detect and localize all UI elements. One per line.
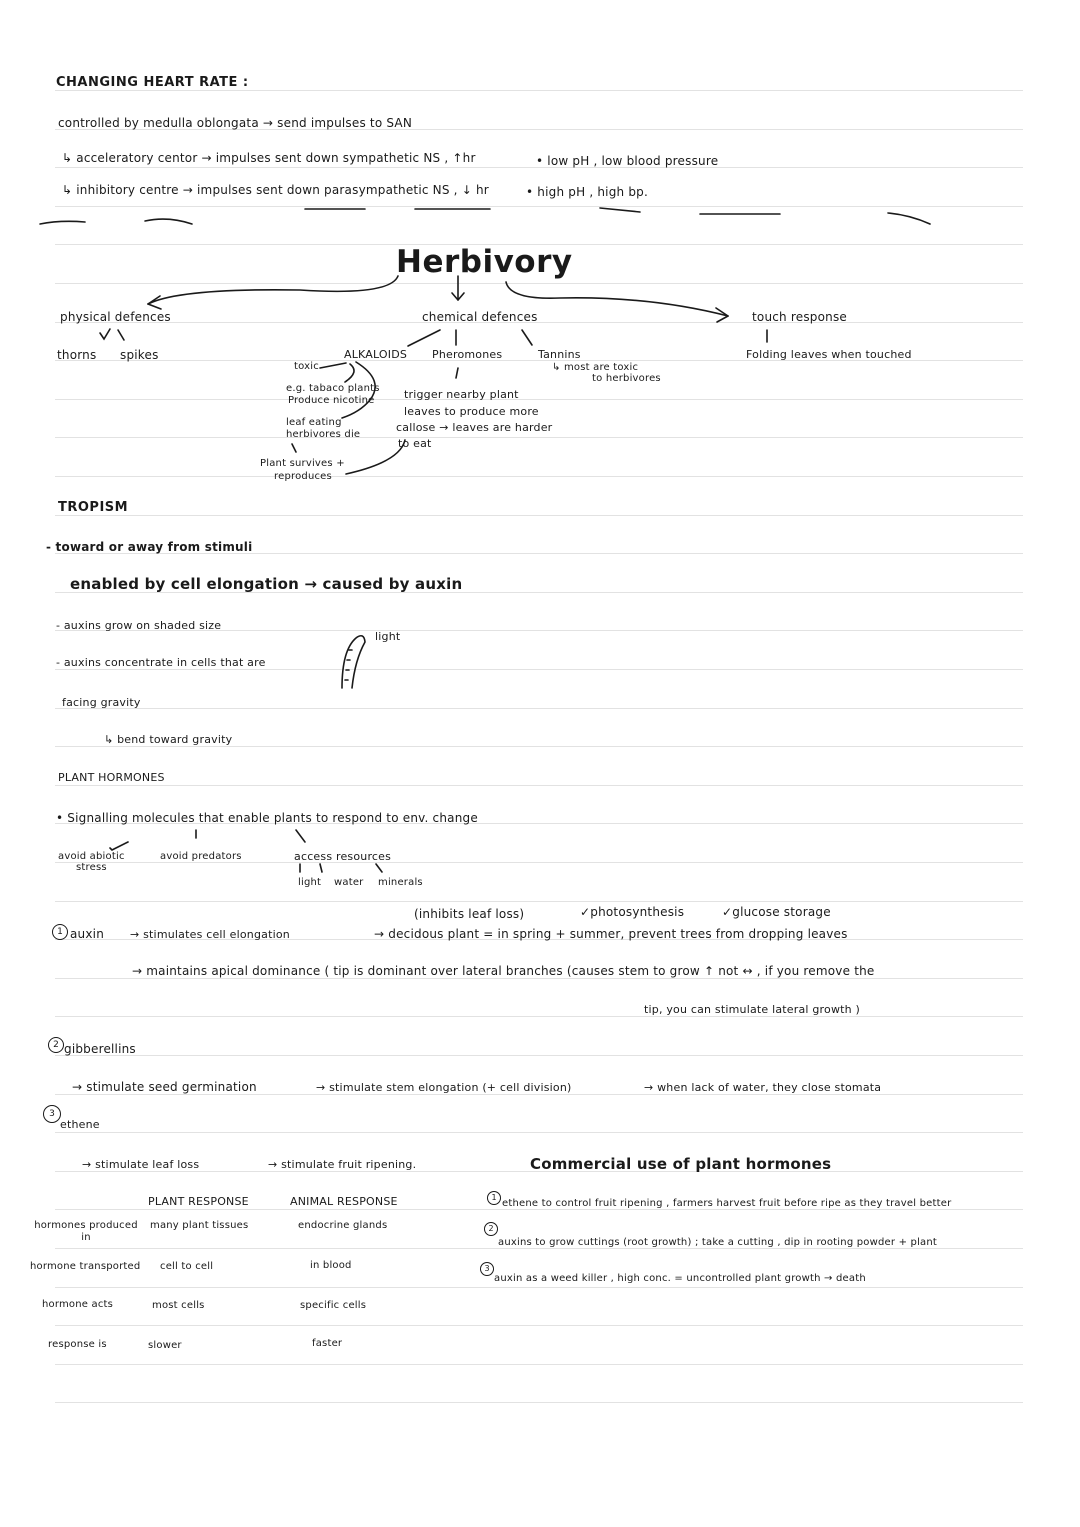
arrow-touch <box>506 282 728 316</box>
light-label: light <box>375 630 401 643</box>
ethene-line-2: → stimulate fruit ripening. <box>268 1158 417 1171</box>
tropism-line-6: ↳ bend toward gravity <box>104 733 233 746</box>
plant-survives-line-2: reproduces <box>274 471 332 482</box>
spikes-label: spikes <box>120 348 159 362</box>
commercial-title: Commercial use of plant hormones <box>530 1155 832 1173</box>
toxic-label: toxic <box>294 361 319 372</box>
tropism-line-5: facing gravity <box>62 696 141 709</box>
gib-line-1: → stimulate seed germination <box>72 1080 257 1094</box>
auxin-photosynthesis: ✓photosynthesis <box>580 905 685 919</box>
pheromone-line-3: callose → leaves are harder <box>396 421 553 434</box>
pheromone-line-1: trigger nearby plant <box>404 388 519 401</box>
resource-water: water <box>334 877 364 888</box>
chemical-defences: chemical defences <box>422 310 538 324</box>
ruled-line <box>55 978 1023 979</box>
commercial-line-3: auxin as a weed killer , high conc. = uncontrolled plant growth → death <box>494 1273 866 1284</box>
avoid-predators: avoid predators <box>160 851 242 862</box>
tobacco-line-1: e.g. tabaco plants <box>286 383 380 394</box>
table-cell-animal: in blood <box>310 1260 352 1271</box>
heart-line-2-note: • low pH , low blood pressure <box>536 154 719 168</box>
alkaloids-label: ALKALOIDS <box>344 348 408 361</box>
auxin-tip: tip, you can stimulate lateral growth ) <box>644 1003 861 1016</box>
auxin-inhibits: (inhibits leaf loss) <box>414 907 525 921</box>
heart-rate-title: CHANGING HEART RATE : <box>56 75 249 90</box>
ruled-line <box>55 1287 1023 1288</box>
ruled-line <box>55 901 1023 902</box>
heart-line-1: controlled by medulla oblongata → send impulses to SAN <box>58 116 413 130</box>
gib-line-3: → when lack of water, they close stomata <box>644 1081 882 1094</box>
ruled-line <box>55 1209 1023 1210</box>
auxin-stim: → stimulates cell elongation <box>130 928 290 941</box>
thorns-label: thorns <box>57 348 97 362</box>
arrow-physical <box>148 276 398 304</box>
table-cell-animal: faster <box>312 1338 343 1349</box>
plant-survives-line-1: Plant survives + <box>260 458 345 469</box>
table-cell-plant: slower <box>148 1340 182 1351</box>
commercial-number-1: 1 <box>487 1191 501 1205</box>
divider-squiggle <box>40 221 85 224</box>
table-row-label: hormone acts <box>42 1299 114 1310</box>
table-row-label: hormone transported <box>30 1261 141 1272</box>
number-circle-3: 3 <box>43 1105 61 1123</box>
heart-line-3-note: • high pH , high bp. <box>526 185 648 199</box>
resource-minerals: minerals <box>378 877 423 888</box>
tobacco-line-2: Produce nicotine <box>288 395 375 406</box>
auxin-apical: → maintains apical dominance ( tip is dominant over lateral branches (causes stem to grow ↑ not ↔ , if you remove the <box>132 964 875 978</box>
auxin-decidous: → decidous plant = in spring + summer, prevent trees from dropping leaves <box>374 927 848 941</box>
access-resources: access resources <box>294 850 392 863</box>
gibberellins-label: gibberellins <box>64 1042 136 1056</box>
ruled-line <box>55 708 1023 709</box>
table-cell-plant: most cells <box>152 1300 205 1311</box>
ruled-line <box>55 862 1023 863</box>
touch-response: touch response <box>752 310 847 324</box>
tropism-line-4: - auxins concentrate in cells that are <box>56 656 266 669</box>
ruled-line <box>55 399 1023 400</box>
ruled-line <box>55 515 1023 516</box>
ruled-line <box>55 90 1023 91</box>
table-header-plant: PLANT RESPONSE <box>148 1195 249 1208</box>
tannins-label: Tannins <box>538 348 581 361</box>
ruled-line <box>55 206 1023 207</box>
ruled-line <box>55 1248 1023 1249</box>
ruled-line <box>55 746 1023 747</box>
ruled-line <box>55 1055 1023 1056</box>
tropism-line-2: enabled by cell elongation → caused by auxin <box>70 575 463 593</box>
resource-light: light <box>298 877 322 888</box>
ruled-line <box>55 437 1023 438</box>
auxin-label: auxin <box>70 927 104 941</box>
ruled-line <box>55 1402 1023 1403</box>
abiotic-line-1: avoid abiotic <box>58 851 125 862</box>
gib-line-2: → stimulate stem elongation (+ cell division) <box>316 1081 572 1094</box>
tropism-line-1: - toward or away from stimuli <box>46 540 253 554</box>
tannins-note-2: to herbivores <box>592 373 661 384</box>
ruled-line <box>55 1094 1023 1095</box>
number-circle-1: 1 <box>52 924 68 940</box>
ethene-label: ethene <box>60 1118 100 1131</box>
commercial-number-2: 2 <box>484 1222 498 1236</box>
heart-line-2: ↳ acceleratory centor → impulses sent down sympathetic NS , ↑hr <box>62 151 476 165</box>
leaf-eating-line-2: herbivores die <box>286 429 361 440</box>
table-cell-animal: specific cells <box>300 1300 367 1311</box>
ruled-line <box>55 476 1023 477</box>
table-row-label: response is <box>48 1339 107 1350</box>
ruled-line <box>55 1132 1023 1133</box>
commercial-number-3: 3 <box>480 1262 494 1276</box>
ruled-line <box>55 283 1023 284</box>
auxin-glucose: ✓glucose storage <box>722 905 831 919</box>
folding-leaves: Folding leaves when touched <box>746 348 912 361</box>
divider-squiggle <box>888 213 930 224</box>
leaf-eating-line-1: leaf eating <box>286 417 342 428</box>
table-cell-animal: endocrine glands <box>298 1220 388 1231</box>
ruled-line <box>55 322 1023 323</box>
abiotic-line-2: stress <box>76 862 107 873</box>
table-row-label: hormones produced in <box>34 1220 138 1243</box>
tropism-title: TROPISM <box>58 500 129 515</box>
pheromone-line-4: to eat <box>398 437 432 450</box>
heart-line-3: ↳ inhibitory centre → impulses sent down parasympathetic NS , ↓ hr <box>62 183 489 197</box>
divider-squiggle <box>145 219 192 224</box>
commercial-line-2: auxins to grow cuttings (root growth) ; take a cutting , dip in rooting powder + plant <box>498 1237 938 1248</box>
plant-shoot-diagram <box>342 636 365 688</box>
table-cell-plant: many plant tissues <box>150 1220 249 1231</box>
ruled-line <box>55 1325 1023 1326</box>
commercial-line-1: ethene to control fruit ripening , farmers harvest fruit before ripe as they travel better <box>502 1198 952 1209</box>
ethene-line-1: → stimulate leaf loss <box>82 1158 200 1171</box>
number-circle-2: 2 <box>48 1037 64 1053</box>
table-header-animal: ANIMAL RESPONSE <box>290 1195 398 1208</box>
hormones-definition: • Signalling molecules that enable plants to respond to env. change <box>56 811 478 825</box>
plant-hormones-title: PLANT HORMONES <box>58 771 165 784</box>
physical-defences: physical defences <box>60 310 171 324</box>
ruled-line <box>55 1016 1023 1017</box>
table-cell-plant: cell to cell <box>160 1261 214 1272</box>
tropism-line-3: - auxins grow on shaded size <box>56 619 222 632</box>
pheromones-label: Pheromones <box>432 348 503 361</box>
herbivory-title: Herbivory <box>396 244 573 280</box>
divider-squiggle <box>600 208 640 212</box>
tannins-note-1: ↳ most are toxic <box>552 362 639 373</box>
ruled-line <box>55 669 1023 670</box>
ruled-line <box>55 1364 1023 1365</box>
pheromone-line-2: leaves to produce more <box>404 405 539 418</box>
ruled-line <box>55 785 1023 786</box>
